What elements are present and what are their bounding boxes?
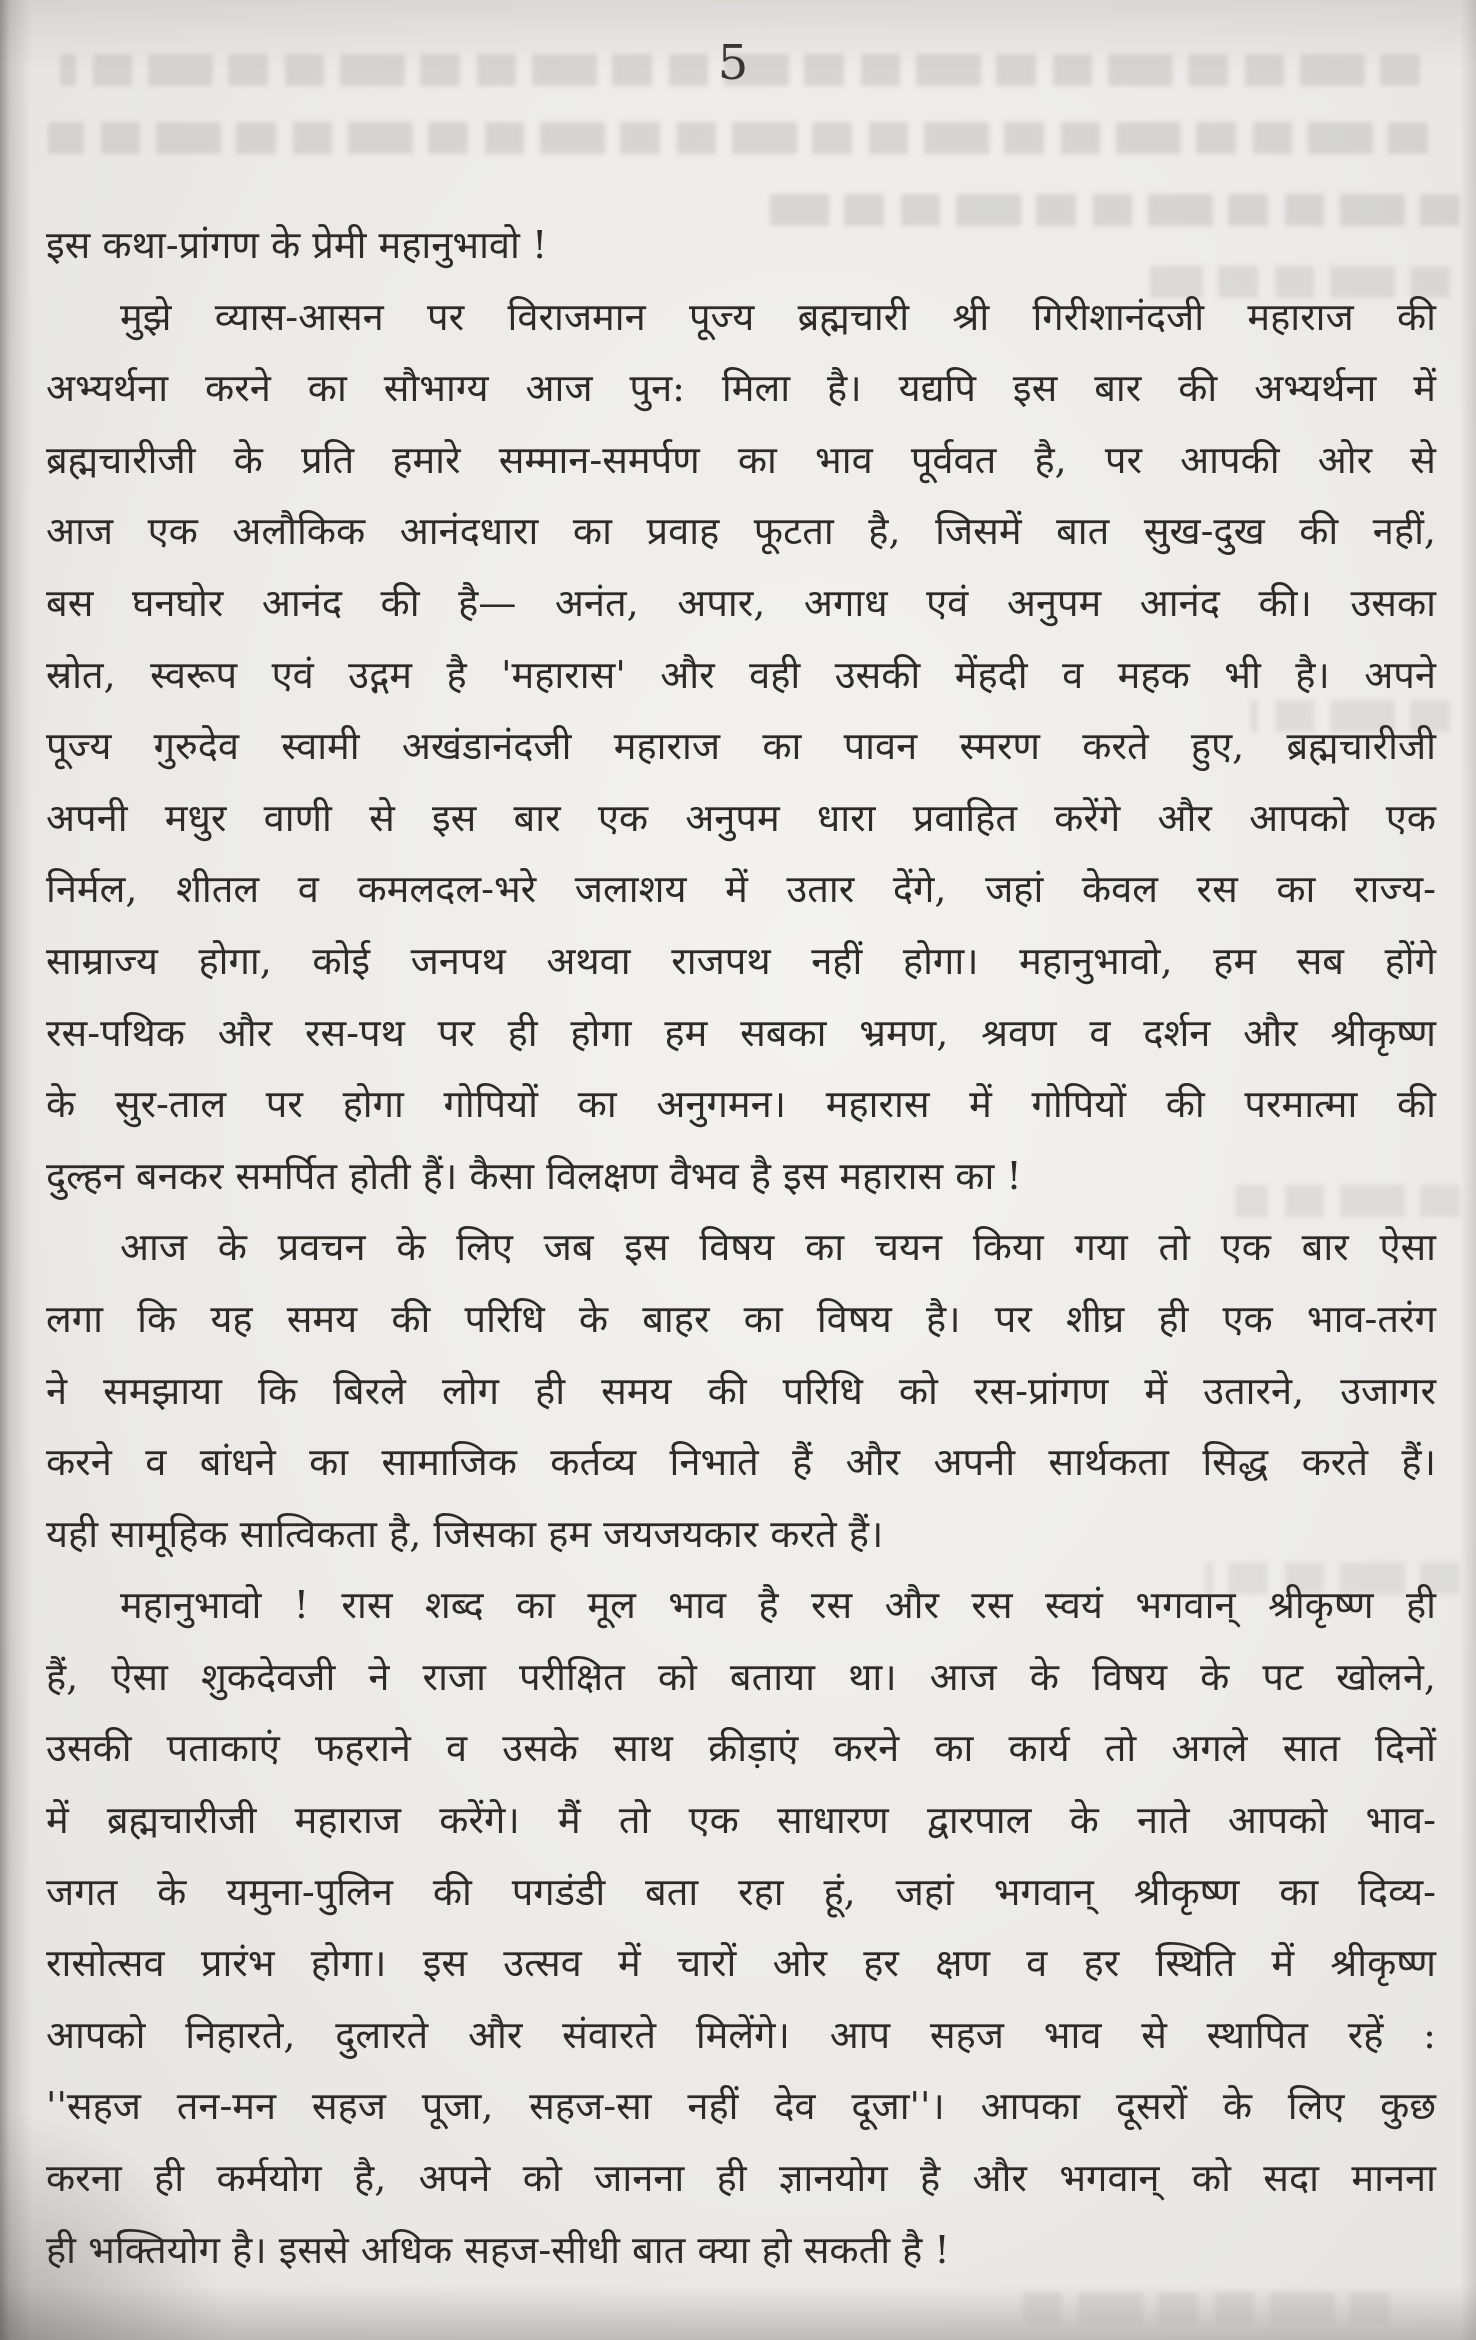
text-line: के सुर-ताल पर होगा गोपियों का अनुगमन। महारास में गोपियों की परमात्मा की (46, 1082, 1436, 1127)
text-line: में ब्रह्मचारीजी महाराज करेंगे। मैं तो एक साधारण द्वारपाल के नाते आपको भाव- (46, 1798, 1436, 1843)
text-line: आज एक अलौकिक आनंदधारा का प्रवाह फूटता है, जिसमें बात सुख-दुख की नहीं, (46, 509, 1436, 554)
text-line: अभ्यर्थना करने का सौभाग्य आज पुन: मिला है। यद्यपि इस बार की अभ्यर्थना में (46, 366, 1436, 411)
text-line: रासोत्सव प्रारंभ होगा। इस उत्सव में चारों ओर हर क्षण व हर स्थिति में श्रीकृष्ण (46, 1941, 1436, 1986)
text-line: अपनी मधुर वाणी से इस बार एक अनुपम धारा प्रवाहित करेंगे और आपको एक (46, 795, 1436, 840)
text-line: करना ही कर्मयोग है, अपने को जानना ही ज्ञानयोग है और भगवान् को सदा मानना (46, 2156, 1436, 2201)
text-line: ब्रह्मचारीजी के प्रति हमारे सम्मान-समर्पण का भाव पूर्ववत है, पर आपकी ओर से (46, 437, 1436, 482)
text-line: साम्राज्य होगा, कोई जनपथ अथवा राजपथ नहीं होगा। महानुभावो, हम सब होंगे (46, 938, 1436, 983)
text-line: करने व बांधने का सामाजिक कर्तव्य निभाते हैं और अपनी सार्थकता सिद्ध करते हैं। (46, 1440, 1436, 1485)
text-line: उसकी पताकाएं फहराने व उसके साथ क्रीड़ाएं करने का कार्य तो अगले सात दिनों (46, 1726, 1436, 1771)
text-line: ने समझाया कि बिरले लोग ही समय की परिधि को रस-प्रांगण में उतारने, उजागर (46, 1368, 1436, 1413)
text-line: स्रोत, स्वरूप एवं उद्गम है 'महारास' और वही उसकी मेंहदी व महक भी है। अपने (46, 652, 1436, 697)
text-line: पूज्य गुरुदेव स्वामी अखंडानंदजी महाराज का पावन स्मरण करते हुए, ब्रह्मचारीजी (46, 724, 1436, 769)
text-line: महानुभावो ! रास शब्द का मूल भाव है रस और रस स्वयं भगवान् श्रीकृष्ण ही (120, 1583, 1436, 1628)
text-line: इस कथा-प्रांगण के प्रेमी महानुभावो ! (46, 223, 548, 267)
text-line: ही भक्तियोग है। इससे अधिक सहज-सीधी बात क्या हो सकती है ! (46, 2227, 950, 2272)
page-text (46, 210, 1436, 2286)
text-line: मुझे व्यास-आसन पर विराजमान पूज्य ब्रह्मचारी श्री गिरीशानंदजी महाराज की (120, 294, 1436, 339)
text-line: यही सामूहिक सात्विकता है, जिसका हम जयजयकार करते हैं। (46, 1511, 884, 1556)
text-line: ''सहज तन-मन सहज पूजा, सहज-सा नहीं देव दूजा''। आपका दूसरों के लिए कुछ (46, 2084, 1436, 2129)
text-line: बस घनघोर आनंद की है— अनंत, अपार, अगाध एवं अनुपम आनंद की। उसका (46, 580, 1436, 625)
text-line: दुल्हन बनकर समर्पित होती हैं। कैसा विलक्षण वैभव है इस महारास का ! (46, 1153, 1022, 1198)
text-line: जगत के यमुना-पुलिन की पगडंडी बता रहा हूं, जहां भगवान् श्रीकृष्ण का दिव्य- (46, 1869, 1436, 1914)
text-line: निर्मल, शीतल व कमलदल-भरे जलाशय में उतार देंगे, जहां केवल रस का राज्य- (46, 867, 1436, 912)
text-line: आपको निहारते, दुलारते और संवारते मिलेंगे। आप सहज भाव से स्थापित रहें : (46, 2012, 1436, 2057)
text-line: रस-पथिक और रस-पथ पर ही होगा हम सबका भ्रमण, श्रवण व दर्शन और श्रीकृष्ण (46, 1010, 1436, 1055)
text-line: आज के प्रवचन के लिए जब इस विषय का चयन किया गया तो एक बार ऐसा (120, 1225, 1436, 1270)
bleed-through-ghost-text (48, 122, 1428, 154)
text-line: हैं, ऐसा शुकदेवजी ने राजा परीक्षित को बताया था। आज के विषय के पट खोलने, (46, 1654, 1436, 1699)
text-line: लगा कि यह समय की परिधि के बाहर का विषय है। पर शीघ्र ही एक भाव-तरंग (46, 1296, 1436, 1341)
bleed-through-ghost-text (1010, 2292, 1390, 2324)
page-number: 5 (717, 35, 749, 91)
